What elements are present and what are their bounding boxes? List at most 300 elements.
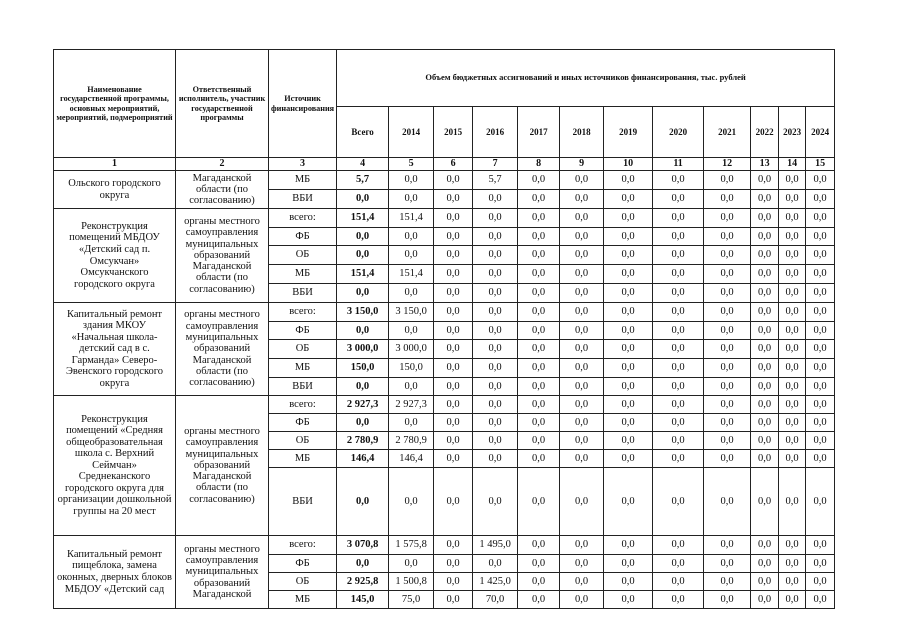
year-value-cell: 0,0 bbox=[779, 265, 806, 284]
year-value-cell: 0,0 bbox=[434, 555, 473, 573]
column-number: 9 bbox=[560, 158, 604, 171]
year-value-cell: 0,0 bbox=[473, 246, 518, 265]
year-value-cell: 0,0 bbox=[473, 468, 518, 536]
funding-source-cell: всего: bbox=[269, 209, 337, 228]
year-value-cell: 0,0 bbox=[653, 171, 704, 190]
executor-cell: Магаданской области (по согласованию) bbox=[176, 171, 269, 209]
total-cell: 150,0 bbox=[337, 359, 389, 378]
funding-source-cell: ВБИ bbox=[269, 190, 337, 209]
header-year-2021: 2021 bbox=[704, 107, 751, 158]
header-year-2024: 2024 bbox=[806, 107, 835, 158]
year-value-cell: 0,0 bbox=[751, 591, 779, 609]
year-value-cell: 0,0 bbox=[604, 322, 653, 340]
total-cell: 2 925,8 bbox=[337, 573, 389, 591]
year-value-cell: 0,0 bbox=[560, 359, 604, 378]
year-value-cell: 0,0 bbox=[604, 228, 653, 246]
year-value-cell: 0,0 bbox=[806, 265, 835, 284]
year-value-cell: 0,0 bbox=[473, 378, 518, 396]
header-executor: Ответственный исполнитель, участник государственной программы bbox=[176, 50, 269, 158]
year-value-cell: 0,0 bbox=[473, 555, 518, 573]
header-year-2015: 2015 bbox=[434, 107, 473, 158]
year-value-cell: 0,0 bbox=[779, 190, 806, 209]
year-value-cell: 2 927,3 bbox=[389, 396, 434, 414]
year-value-cell: 0,0 bbox=[389, 246, 434, 265]
year-value-cell: 0,0 bbox=[604, 573, 653, 591]
year-value-cell: 0,0 bbox=[389, 378, 434, 396]
year-value-cell: 0,0 bbox=[806, 340, 835, 359]
header-year-2017: 2017 bbox=[518, 107, 560, 158]
year-value-cell: 0,0 bbox=[806, 536, 835, 555]
header-year-2018: 2018 bbox=[560, 107, 604, 158]
column-number: 15 bbox=[806, 158, 835, 171]
total-cell: 2 927,3 bbox=[337, 396, 389, 414]
year-value-cell: 0,0 bbox=[434, 322, 473, 340]
year-value-cell: 0,0 bbox=[653, 190, 704, 209]
funding-source-cell: ФБ bbox=[269, 555, 337, 573]
total-cell: 0,0 bbox=[337, 555, 389, 573]
year-value-cell: 0,0 bbox=[389, 414, 434, 432]
year-value-cell: 0,0 bbox=[604, 284, 653, 303]
year-value-cell: 3 150,0 bbox=[389, 303, 434, 322]
year-value-cell: 0,0 bbox=[604, 340, 653, 359]
table-row bbox=[54, 536, 835, 555]
year-value-cell: 0,0 bbox=[704, 555, 751, 573]
year-value-cell: 0,0 bbox=[434, 591, 473, 609]
funding-source-cell: МБ bbox=[269, 450, 337, 468]
total-cell: 146,4 bbox=[337, 450, 389, 468]
year-value-cell: 0,0 bbox=[751, 171, 779, 190]
program-name-cell: Реконструкция помещений «Средняя общеобразовательная школа с. Верхний Сеймчан» Среднеканского городского округа для организации дошкольной группы на 20 мест bbox=[54, 396, 176, 536]
total-cell: 151,4 bbox=[337, 209, 389, 228]
funding-source-cell: всего: bbox=[269, 303, 337, 322]
year-value-cell: 0,0 bbox=[560, 396, 604, 414]
year-value-cell: 0,0 bbox=[704, 190, 751, 209]
year-value-cell: 0,0 bbox=[751, 228, 779, 246]
year-value-cell: 0,0 bbox=[560, 573, 604, 591]
total-cell: 0,0 bbox=[337, 322, 389, 340]
year-value-cell: 0,0 bbox=[653, 536, 704, 555]
funding-source-cell: ВБИ bbox=[269, 378, 337, 396]
year-value-cell: 0,0 bbox=[518, 536, 560, 555]
year-value-cell: 0,0 bbox=[560, 378, 604, 396]
year-value-cell: 0,0 bbox=[653, 340, 704, 359]
year-value-cell: 0,0 bbox=[806, 322, 835, 340]
year-value-cell: 0,0 bbox=[653, 322, 704, 340]
year-value-cell: 0,0 bbox=[434, 414, 473, 432]
year-value-cell: 0,0 bbox=[560, 303, 604, 322]
year-value-cell: 0,0 bbox=[518, 340, 560, 359]
year-value-cell: 0,0 bbox=[751, 284, 779, 303]
year-value-cell: 0,0 bbox=[779, 396, 806, 414]
year-value-cell: 0,0 bbox=[473, 284, 518, 303]
year-value-cell: 0,0 bbox=[434, 190, 473, 209]
year-value-cell: 0,0 bbox=[518, 246, 560, 265]
total-cell: 3 000,0 bbox=[337, 340, 389, 359]
year-value-cell: 0,0 bbox=[806, 414, 835, 432]
year-value-cell: 0,0 bbox=[560, 209, 604, 228]
year-value-cell: 0,0 bbox=[604, 536, 653, 555]
year-value-cell: 5,7 bbox=[473, 171, 518, 190]
year-value-cell: 0,0 bbox=[389, 468, 434, 536]
year-value-cell: 0,0 bbox=[806, 209, 835, 228]
year-value-cell: 0,0 bbox=[604, 190, 653, 209]
year-value-cell: 0,0 bbox=[604, 209, 653, 228]
year-value-cell: 0,0 bbox=[653, 246, 704, 265]
year-value-cell: 0,0 bbox=[434, 396, 473, 414]
program-name-cell: Ольского городского округа bbox=[54, 171, 176, 209]
year-value-cell: 0,0 bbox=[751, 396, 779, 414]
year-value-cell: 0,0 bbox=[560, 468, 604, 536]
year-value-cell: 1 425,0 bbox=[473, 573, 518, 591]
year-value-cell: 0,0 bbox=[779, 228, 806, 246]
year-value-cell: 0,0 bbox=[751, 450, 779, 468]
total-cell: 2 780,9 bbox=[337, 432, 389, 450]
year-value-cell: 0,0 bbox=[806, 246, 835, 265]
year-value-cell: 0,0 bbox=[704, 303, 751, 322]
year-value-cell: 0,0 bbox=[751, 414, 779, 432]
year-value-cell: 0,0 bbox=[518, 284, 560, 303]
year-value-cell: 0,0 bbox=[604, 246, 653, 265]
year-value-cell: 0,0 bbox=[604, 555, 653, 573]
year-value-cell: 0,0 bbox=[518, 573, 560, 591]
funding-source-cell: всего: bbox=[269, 396, 337, 414]
year-value-cell: 0,0 bbox=[604, 171, 653, 190]
year-value-cell: 0,0 bbox=[704, 450, 751, 468]
year-value-cell: 0,0 bbox=[389, 322, 434, 340]
total-cell: 5,7 bbox=[337, 171, 389, 190]
year-value-cell: 0,0 bbox=[604, 303, 653, 322]
program-name-cell: Реконструкция помещений МБДОУ «Детский сад п. Омсукчан» Омсукчанского городского округа bbox=[54, 209, 176, 303]
total-cell: 0,0 bbox=[337, 378, 389, 396]
year-value-cell: 0,0 bbox=[779, 303, 806, 322]
year-value-cell: 151,4 bbox=[389, 209, 434, 228]
year-value-cell: 0,0 bbox=[779, 284, 806, 303]
year-value-cell: 0,0 bbox=[653, 432, 704, 450]
table-row bbox=[54, 303, 835, 322]
year-value-cell: 0,0 bbox=[779, 414, 806, 432]
year-value-cell: 0,0 bbox=[806, 378, 835, 396]
funding-source-cell: ФБ bbox=[269, 414, 337, 432]
year-value-cell: 0,0 bbox=[704, 378, 751, 396]
year-value-cell: 0,0 bbox=[560, 228, 604, 246]
year-value-cell: 0,0 bbox=[779, 468, 806, 536]
year-value-cell: 0,0 bbox=[434, 340, 473, 359]
year-value-cell: 0,0 bbox=[434, 265, 473, 284]
year-value-cell: 0,0 bbox=[704, 536, 751, 555]
year-value-cell: 1 495,0 bbox=[473, 536, 518, 555]
year-value-cell: 0,0 bbox=[518, 468, 560, 536]
year-value-cell: 0,0 bbox=[518, 228, 560, 246]
year-value-cell: 0,0 bbox=[751, 340, 779, 359]
year-value-cell: 0,0 bbox=[751, 322, 779, 340]
executor-cell: органы местного самоуправления муниципальных образований Магаданской области (по согласованию) bbox=[176, 303, 269, 396]
funding-source-cell: ВБИ bbox=[269, 284, 337, 303]
year-value-cell: 0,0 bbox=[779, 573, 806, 591]
year-value-cell: 0,0 bbox=[434, 171, 473, 190]
year-value-cell: 0,0 bbox=[806, 303, 835, 322]
year-value-cell: 0,0 bbox=[560, 450, 604, 468]
executor-cell: органы местного самоуправления муниципальных образований Магаданской области (по согласованию) bbox=[176, 396, 269, 536]
header-year-2019: 2019 bbox=[604, 107, 653, 158]
column-number: 7 bbox=[473, 158, 518, 171]
year-value-cell: 0,0 bbox=[434, 432, 473, 450]
year-value-cell: 0,0 bbox=[473, 209, 518, 228]
funding-source-cell: МБ bbox=[269, 591, 337, 609]
column-number: 14 bbox=[779, 158, 806, 171]
year-value-cell: 0,0 bbox=[806, 190, 835, 209]
year-value-cell: 0,0 bbox=[604, 378, 653, 396]
year-value-cell: 0,0 bbox=[560, 322, 604, 340]
year-value-cell: 0,0 bbox=[473, 303, 518, 322]
column-number: 3 bbox=[269, 158, 337, 171]
funding-source-cell: ОБ bbox=[269, 573, 337, 591]
column-number: 6 bbox=[434, 158, 473, 171]
year-value-cell: 0,0 bbox=[653, 303, 704, 322]
year-value-cell: 0,0 bbox=[473, 322, 518, 340]
year-value-cell: 0,0 bbox=[779, 432, 806, 450]
year-value-cell: 0,0 bbox=[518, 190, 560, 209]
program-name-cell: Капитальный ремонт пищеблока, замена оконных, дверных блоков МБДОУ «Детский сад bbox=[54, 536, 176, 609]
year-value-cell: 0,0 bbox=[779, 359, 806, 378]
year-value-cell: 0,0 bbox=[779, 450, 806, 468]
year-value-cell: 0,0 bbox=[473, 450, 518, 468]
year-value-cell: 0,0 bbox=[806, 359, 835, 378]
year-value-cell: 0,0 bbox=[806, 171, 835, 190]
header-year-2020: 2020 bbox=[653, 107, 704, 158]
header-budget-volume: Объем бюджетных ассигнований и иных источников финансирования, тыс. рублей bbox=[337, 50, 835, 107]
executor-cell: органы местного самоуправления муниципальных образований Магаданской области (по согласованию) bbox=[176, 209, 269, 303]
column-number: 5 bbox=[389, 158, 434, 171]
total-cell: 0,0 bbox=[337, 468, 389, 536]
year-value-cell: 0,0 bbox=[704, 171, 751, 190]
funding-source-cell: МБ bbox=[269, 171, 337, 190]
year-value-cell: 0,0 bbox=[806, 573, 835, 591]
year-value-cell: 0,0 bbox=[653, 555, 704, 573]
total-cell: 3 150,0 bbox=[337, 303, 389, 322]
funding-source-cell: ОБ bbox=[269, 246, 337, 265]
year-value-cell: 0,0 bbox=[434, 228, 473, 246]
year-value-cell: 0,0 bbox=[604, 359, 653, 378]
year-value-cell: 0,0 bbox=[434, 468, 473, 536]
year-value-cell: 0,0 bbox=[518, 414, 560, 432]
header-program-name: Наименование государственной программы, основных мероприятий, мероприятий, подмероприятий bbox=[54, 50, 176, 158]
funding-source-cell: ВБИ bbox=[269, 468, 337, 536]
year-value-cell: 0,0 bbox=[560, 555, 604, 573]
year-value-cell: 0,0 bbox=[779, 340, 806, 359]
year-value-cell: 0,0 bbox=[704, 396, 751, 414]
year-value-cell: 0,0 bbox=[604, 591, 653, 609]
year-value-cell: 0,0 bbox=[751, 573, 779, 591]
year-value-cell: 0,0 bbox=[779, 378, 806, 396]
header-year-2016: 2016 bbox=[473, 107, 518, 158]
year-value-cell: 0,0 bbox=[560, 171, 604, 190]
budget-table-sheet bbox=[53, 49, 835, 609]
year-value-cell: 0,0 bbox=[434, 359, 473, 378]
year-value-cell: 0,0 bbox=[434, 536, 473, 555]
year-value-cell: 0,0 bbox=[751, 209, 779, 228]
year-value-cell: 146,4 bbox=[389, 450, 434, 468]
year-value-cell: 0,0 bbox=[473, 265, 518, 284]
column-number: 12 bbox=[704, 158, 751, 171]
year-value-cell: 0,0 bbox=[389, 555, 434, 573]
year-value-cell: 0,0 bbox=[518, 432, 560, 450]
year-value-cell: 0,0 bbox=[751, 555, 779, 573]
total-cell: 0,0 bbox=[337, 190, 389, 209]
year-value-cell: 0,0 bbox=[434, 450, 473, 468]
total-cell: 0,0 bbox=[337, 284, 389, 303]
year-value-cell: 0,0 bbox=[473, 228, 518, 246]
year-value-cell: 0,0 bbox=[779, 209, 806, 228]
year-value-cell: 0,0 bbox=[704, 414, 751, 432]
total-cell: 0,0 bbox=[337, 414, 389, 432]
year-value-cell: 151,4 bbox=[389, 265, 434, 284]
year-value-cell: 0,0 bbox=[473, 340, 518, 359]
year-value-cell: 0,0 bbox=[604, 450, 653, 468]
year-value-cell: 0,0 bbox=[806, 450, 835, 468]
year-value-cell: 0,0 bbox=[704, 228, 751, 246]
header-funding-source: Источник финансирования bbox=[269, 50, 337, 158]
year-value-cell: 0,0 bbox=[779, 171, 806, 190]
year-value-cell: 0,0 bbox=[751, 246, 779, 265]
year-value-cell: 3 000,0 bbox=[389, 340, 434, 359]
year-value-cell: 0,0 bbox=[604, 432, 653, 450]
year-value-cell: 0,0 bbox=[704, 340, 751, 359]
year-value-cell: 0,0 bbox=[473, 190, 518, 209]
year-value-cell: 0,0 bbox=[653, 378, 704, 396]
year-value-cell: 0,0 bbox=[560, 591, 604, 609]
year-value-cell: 0,0 bbox=[434, 209, 473, 228]
year-value-cell: 0,0 bbox=[653, 468, 704, 536]
year-value-cell: 0,0 bbox=[473, 396, 518, 414]
year-value-cell: 0,0 bbox=[751, 190, 779, 209]
year-value-cell: 0,0 bbox=[604, 396, 653, 414]
table-row bbox=[54, 209, 835, 228]
year-value-cell: 0,0 bbox=[806, 396, 835, 414]
year-value-cell: 0,0 bbox=[806, 284, 835, 303]
year-value-cell: 0,0 bbox=[518, 555, 560, 573]
year-value-cell: 0,0 bbox=[389, 228, 434, 246]
year-value-cell: 0,0 bbox=[653, 228, 704, 246]
year-value-cell: 0,0 bbox=[518, 171, 560, 190]
year-value-cell: 0,0 bbox=[704, 591, 751, 609]
year-value-cell: 0,0 bbox=[653, 591, 704, 609]
funding-source-cell: ФБ bbox=[269, 228, 337, 246]
column-number: 2 bbox=[176, 158, 269, 171]
year-value-cell: 0,0 bbox=[653, 450, 704, 468]
year-value-cell: 0,0 bbox=[653, 396, 704, 414]
year-value-cell: 0,0 bbox=[560, 190, 604, 209]
year-value-cell: 0,0 bbox=[560, 432, 604, 450]
year-value-cell: 0,0 bbox=[704, 322, 751, 340]
year-value-cell: 0,0 bbox=[389, 284, 434, 303]
year-value-cell: 0,0 bbox=[604, 468, 653, 536]
year-value-cell: 0,0 bbox=[653, 414, 704, 432]
year-value-cell: 0,0 bbox=[653, 209, 704, 228]
year-value-cell: 0,0 bbox=[751, 265, 779, 284]
year-value-cell: 0,0 bbox=[518, 303, 560, 322]
year-value-cell: 0,0 bbox=[518, 450, 560, 468]
year-value-cell: 0,0 bbox=[434, 303, 473, 322]
year-value-cell: 2 780,9 bbox=[389, 432, 434, 450]
year-value-cell: 0,0 bbox=[704, 246, 751, 265]
year-value-cell: 0,0 bbox=[704, 573, 751, 591]
year-value-cell: 0,0 bbox=[704, 209, 751, 228]
year-value-cell: 0,0 bbox=[389, 171, 434, 190]
year-value-cell: 0,0 bbox=[518, 378, 560, 396]
table-row bbox=[54, 171, 835, 190]
year-value-cell: 0,0 bbox=[604, 414, 653, 432]
year-value-cell: 1 575,8 bbox=[389, 536, 434, 555]
year-value-cell: 0,0 bbox=[751, 378, 779, 396]
year-value-cell: 0,0 bbox=[518, 591, 560, 609]
year-value-cell: 0,0 bbox=[779, 591, 806, 609]
year-value-cell: 0,0 bbox=[751, 536, 779, 555]
total-cell: 0,0 bbox=[337, 228, 389, 246]
year-value-cell: 0,0 bbox=[473, 359, 518, 378]
program-name-cell: Капитальный ремонт здания МКОУ «Начальная школа-детский сад в с. Гарманда» Северо-Эвенского городского округа bbox=[54, 303, 176, 396]
year-value-cell: 0,0 bbox=[653, 284, 704, 303]
year-value-cell: 0,0 bbox=[560, 340, 604, 359]
column-number: 13 bbox=[751, 158, 779, 171]
header-year-2014: 2014 bbox=[389, 107, 434, 158]
year-value-cell: 0,0 bbox=[653, 265, 704, 284]
year-value-cell: 0,0 bbox=[473, 414, 518, 432]
year-value-cell: 0,0 bbox=[779, 246, 806, 265]
year-value-cell: 0,0 bbox=[704, 468, 751, 536]
year-value-cell: 0,0 bbox=[518, 209, 560, 228]
header-total: Всего bbox=[337, 107, 389, 158]
year-value-cell: 0,0 bbox=[434, 573, 473, 591]
funding-source-cell: МБ bbox=[269, 359, 337, 378]
year-value-cell: 0,0 bbox=[704, 359, 751, 378]
year-value-cell: 0,0 bbox=[434, 246, 473, 265]
funding-source-cell: всего: bbox=[269, 536, 337, 555]
year-value-cell: 0,0 bbox=[751, 359, 779, 378]
budget-allocation-table bbox=[53, 49, 835, 609]
column-number: 8 bbox=[518, 158, 560, 171]
year-value-cell: 0,0 bbox=[473, 432, 518, 450]
year-value-cell: 0,0 bbox=[653, 359, 704, 378]
column-number: 1 bbox=[54, 158, 176, 171]
year-value-cell: 0,0 bbox=[779, 555, 806, 573]
year-value-cell: 0,0 bbox=[434, 378, 473, 396]
year-value-cell: 0,0 bbox=[704, 265, 751, 284]
executor-cell: органы местного самоуправления муниципальных образований Магаданской bbox=[176, 536, 269, 609]
year-value-cell: 0,0 bbox=[434, 284, 473, 303]
year-value-cell: 0,0 bbox=[518, 322, 560, 340]
year-value-cell: 0,0 bbox=[806, 468, 835, 536]
year-value-cell: 0,0 bbox=[779, 536, 806, 555]
year-value-cell: 0,0 bbox=[806, 228, 835, 246]
column-number: 11 bbox=[653, 158, 704, 171]
year-value-cell: 0,0 bbox=[389, 190, 434, 209]
funding-source-cell: ОБ bbox=[269, 432, 337, 450]
year-value-cell: 0,0 bbox=[806, 591, 835, 609]
column-number: 10 bbox=[604, 158, 653, 171]
year-value-cell: 0,0 bbox=[518, 359, 560, 378]
total-cell: 145,0 bbox=[337, 591, 389, 609]
year-value-cell: 75,0 bbox=[389, 591, 434, 609]
funding-source-cell: ФБ bbox=[269, 322, 337, 340]
year-value-cell: 0,0 bbox=[560, 536, 604, 555]
year-value-cell: 0,0 bbox=[518, 396, 560, 414]
year-value-cell: 0,0 bbox=[704, 284, 751, 303]
funding-source-cell: ОБ bbox=[269, 340, 337, 359]
year-value-cell: 0,0 bbox=[806, 432, 835, 450]
year-value-cell: 0,0 bbox=[518, 265, 560, 284]
year-value-cell: 0,0 bbox=[704, 432, 751, 450]
year-value-cell: 0,0 bbox=[560, 246, 604, 265]
